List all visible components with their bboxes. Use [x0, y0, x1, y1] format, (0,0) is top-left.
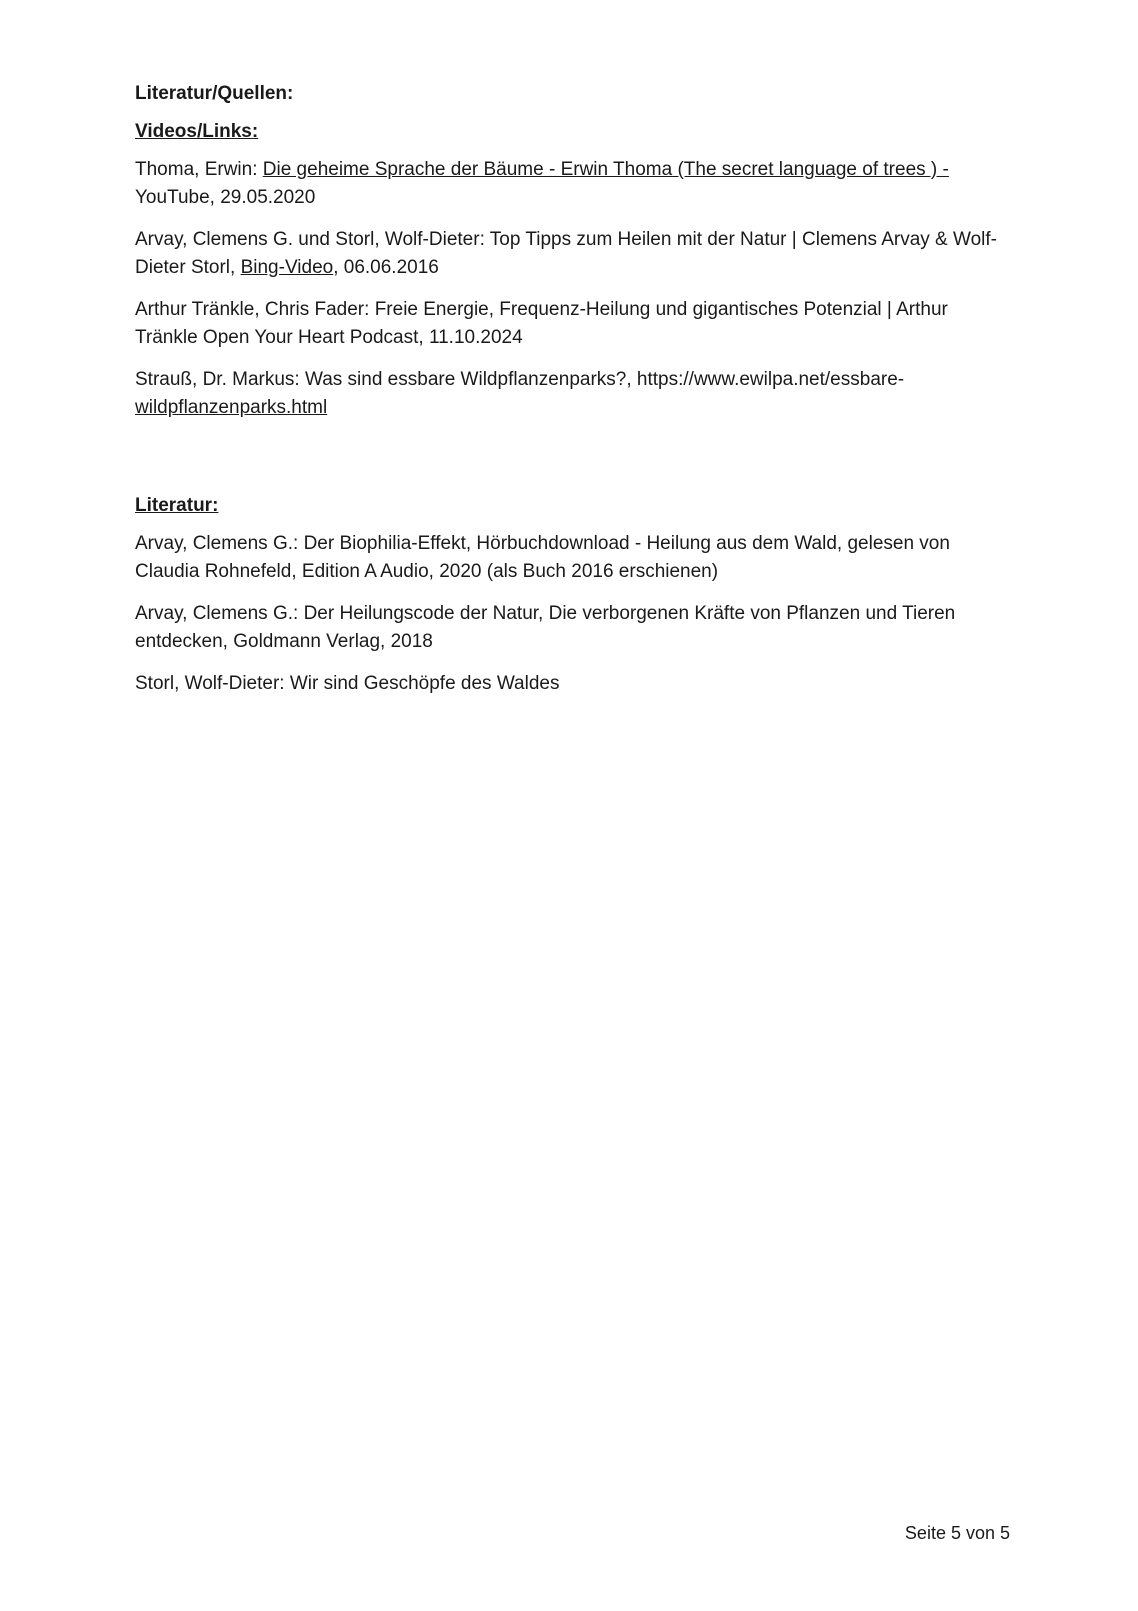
section-spacer	[135, 436, 1005, 492]
video-entry-2	[135, 226, 1005, 282]
video-entry-3	[135, 296, 1005, 352]
video-entry-4	[135, 366, 1005, 422]
video-entry-4-link[interactable]: wildpflanzenparks.html	[135, 397, 328, 418]
literature-entry-1: Arvay, Clemens G.: Der Biophilia-Effekt, Hörbuchdownload - Heilung aus dem Wald, gelesen von Claudia Rohnefeld, Edition A Audio, 2020 (als Buch 2016 erschienen)	[135, 533, 950, 582]
video-entry-4-prefix: Strauß, Dr. Markus: Was sind essbare Wildpflanzenparks?, https://www.ewilpa.net/essbare-	[135, 369, 905, 390]
document-content	[135, 80, 1005, 712]
literature-heading: Literatur:	[135, 495, 219, 516]
literature-entry-2: Arvay, Clemens G.: Der Heilungscode der Natur, Die verborgenen Kräfte von Pflanzen und Tieren entdecken, Goldmann Verlag, 2018	[135, 603, 956, 652]
video-entry-1	[135, 156, 1005, 212]
video-entry-2-suffix: , 06.06.2016	[333, 257, 439, 278]
video-entry-1-prefix: Thoma, Erwin:	[135, 159, 263, 180]
video-entry-1-link[interactable]: Die geheime Sprache der Bäume - Erwin Thoma (The secret language of trees ) -	[262, 159, 949, 180]
video-entry-1-suffix: YouTube, 29.05.2020	[135, 187, 316, 208]
video-entry-3-text: Arthur Tränkle, Chris Fader: Freie Energie, Frequenz-Heilung und gigantisches Potenzial | Arthur Tränkle Open Your Heart Podcast, 11.10.2024	[135, 299, 948, 348]
section-title: Literatur/Quellen:	[135, 83, 294, 104]
page-number-footer: Seite 5 von 5	[904, 1523, 1010, 1543]
videos-heading: Videos/Links:	[135, 121, 259, 142]
video-entry-2-prefix: Arvay, Clemens G. und Storl, Wolf-Dieter: Top Tipps zum Heilen mit der Natur | Clemens Arvay & Wolf-Dieter Storl,	[135, 229, 997, 278]
literature-entry-3: Storl, Wolf-Dieter: Wir sind Geschöpfe des Waldes	[135, 673, 560, 694]
video-entry-2-link[interactable]: Bing-Video	[240, 257, 334, 278]
